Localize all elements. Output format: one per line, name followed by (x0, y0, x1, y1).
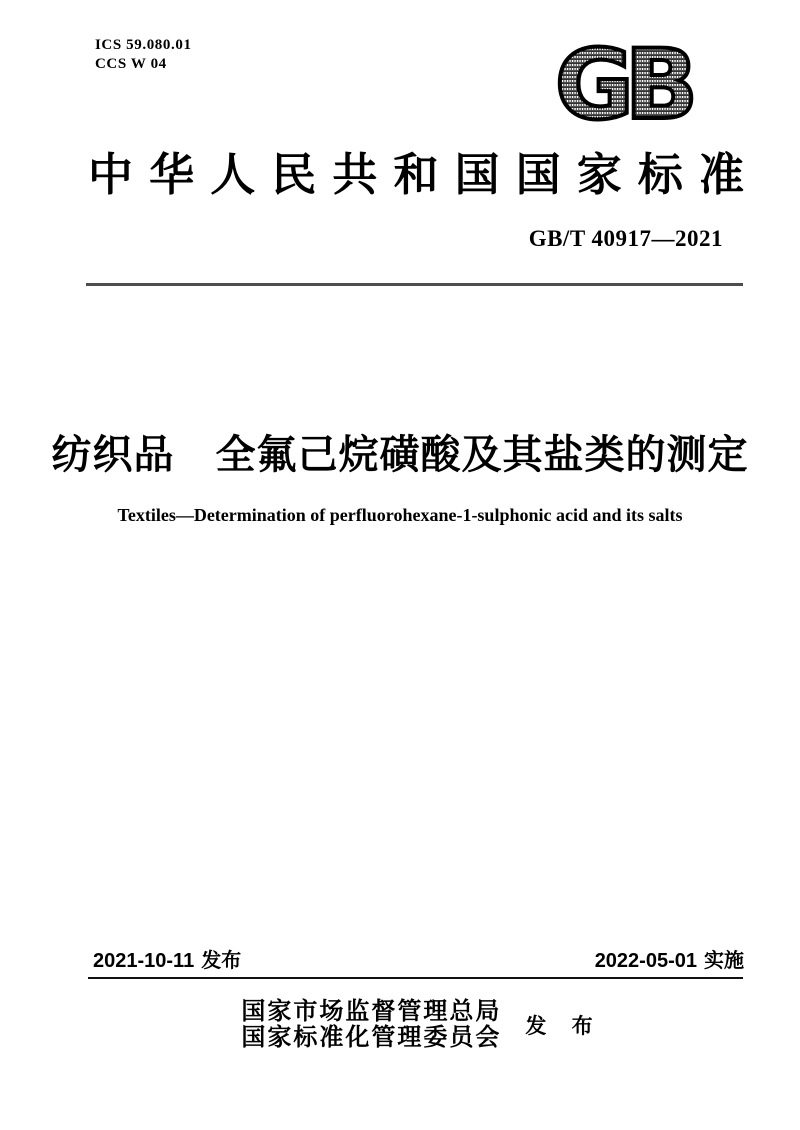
issuer-line-2: 国家标准化管理委员会 (241, 1025, 502, 1051)
national-standard-heading: 中华人民共和国国家标准 (88, 150, 744, 200)
issuer-names (241, 999, 501, 1051)
document-title-chinese: 纺织品 全氟己烷磺酸及其盐类的测定 (51, 433, 749, 477)
issue-date-value: 2021-10-11 (93, 950, 195, 972)
footer-divider-line (88, 977, 743, 979)
implement-date-group (595, 949, 744, 973)
standard-number: GB/T 40917—2021 (528, 226, 723, 251)
issue-date-group (93, 949, 241, 973)
issuer-block (22, 999, 800, 1051)
implement-date-label: 实施 (704, 950, 744, 972)
issuer-line-1: 国家市场监督管理总局 (241, 999, 502, 1025)
gb-logo-text: GB (555, 34, 689, 132)
publish-label: 发 布 (525, 1014, 603, 1038)
issue-date-label: 发布 (201, 950, 242, 972)
gb-logo-graphic (535, 34, 710, 132)
ics-code: ICS 59.080.01 (95, 37, 192, 53)
dates-row (93, 949, 744, 973)
document-title-english: Textiles—Determination of perfluorohexane-1-sulphonic acid and its salts (117, 505, 683, 525)
ccs-code: CCS W 04 (95, 56, 167, 72)
gb-logo (535, 34, 710, 132)
classification-codes (95, 36, 192, 74)
implement-date-value: 2022-05-01 (594, 950, 697, 972)
header-divider-line (86, 283, 743, 286)
